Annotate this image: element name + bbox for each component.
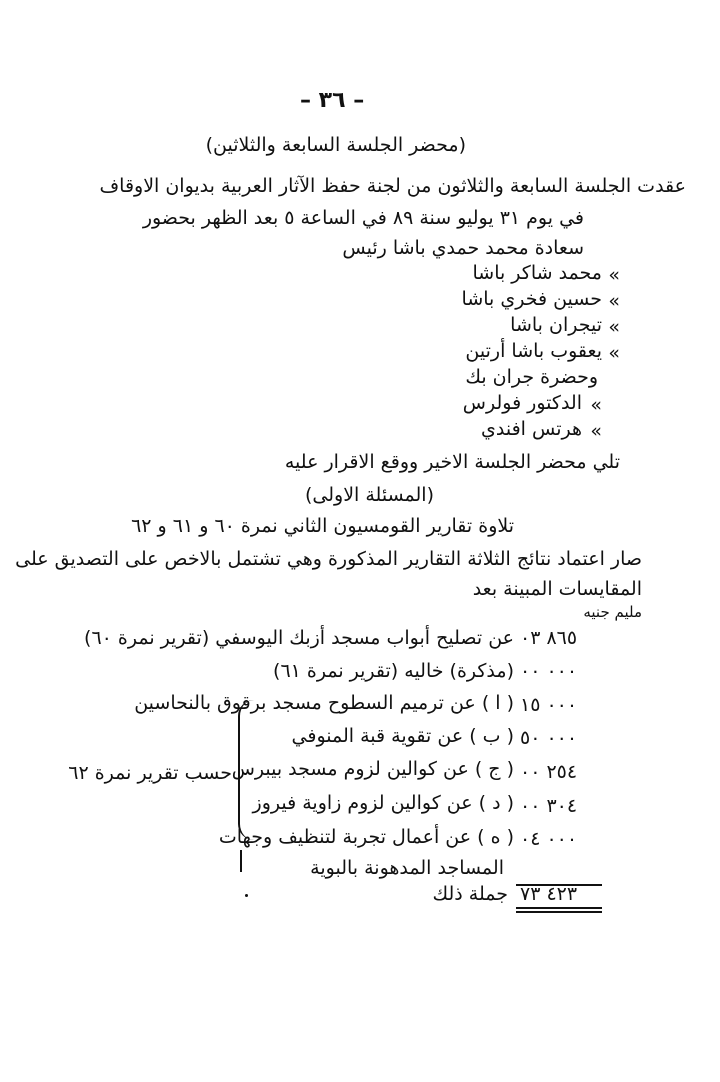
item-amount: ٠٠٠ ٠٤ (520, 828, 578, 850)
ditto-mark: « (608, 290, 620, 312)
attendee-line: يعقوب باشا أرتين (465, 340, 602, 362)
ditto-mark: « (608, 342, 620, 364)
attendee-line: وحضرة جران بك (465, 366, 598, 388)
grouping-bracket (238, 700, 254, 840)
question-description: تلاوة تقارير القومسيون الثاني نمرة ٦٠ و ٦١ و ٦٢ (131, 515, 514, 537)
item-description: عن تصليح أبواب مسجد أزبك اليوسفي (تقرير نمرة ٦٠) (84, 627, 514, 649)
item-amount: ٨٦٥ ٠٣ (520, 627, 578, 649)
attendee-line: تيجران باشا (510, 314, 602, 336)
ditto-mark: « (608, 316, 620, 338)
total-amount: ٤٢٣ ٧٣ (520, 883, 578, 905)
attendee-line: هرتس افندي (481, 418, 582, 440)
item-description: ( ب ) عن تقوية قبة المنوفي (291, 725, 514, 747)
total-double-rule-bottom (516, 911, 602, 913)
ditto-mark: « (590, 394, 602, 416)
total-double-rule-top (516, 907, 602, 909)
item-description: ( ه ) عن أعمال تجربة لتنظيف وجهات (218, 826, 514, 848)
attendee-line: محمد شاكر باشا (472, 262, 602, 284)
item-amount: ٠٠٠ ١٥ (520, 694, 578, 716)
page-number: – ٣٦ – (300, 88, 365, 113)
question-title: (المسئلة الاولى) (305, 484, 434, 506)
attendee-line: حسين فخري باشا (461, 288, 602, 310)
session-title: (محضر الجلسة السابعة والثلاثين) (205, 134, 466, 156)
item-continuation: المساجد المدهونة بالبوية (310, 857, 504, 879)
item-description: (مذكرة) خاليه (تقرير نمرة ٦١) (273, 660, 514, 682)
approval-line-2: المقايسات المبينة بعد (472, 578, 642, 600)
ditto-mark: « (590, 420, 602, 442)
item-description: ( ج ) عن كوالين لزوم مسجد بيبرس (231, 758, 514, 780)
item-description: ( ا ) عن ترميم السطوح مسجد برقوق بالنحاسين (134, 692, 514, 714)
item-description: ( د ) عن كوالين لزوم زاوية فيروز (252, 792, 514, 814)
ditto-mark: « (608, 264, 620, 286)
item-amount: ٠٠٠ ٠٠ (520, 660, 578, 682)
item-amount: ٠٠٠ ٥٠ (520, 727, 578, 749)
total-label: جملة ذلك (432, 883, 508, 905)
item-amount: ٣٠٤ ٠٠ (520, 795, 578, 817)
item-amount: ٢٥٤ ٠٠ (520, 761, 578, 783)
intro-line-1: عقدت الجلسة السابعة والثلاثون من لجنة حفظ الآثار العربية بديوان الاوقاف (99, 175, 686, 197)
approval-line-1: صار اعتماد نتائج الثلاثة التقارير المذكورة وهي تشتمل بالاخص على التصديق على (15, 548, 642, 570)
minutes-read-line: تلي محضر الجلسة الاخير ووقع الاقرار عليه (284, 451, 620, 473)
bracket-note: حسب تقرير نمرة ٦٢ (68, 762, 232, 784)
attendee-line: الدكتور فولرس (462, 392, 582, 414)
bracket-tick (240, 850, 242, 872)
attendee-line: سعادة محمد حمدي باشا رئيس (342, 237, 584, 259)
amount-columns-header: مليم جنيه (583, 603, 642, 621)
stray-dot (245, 894, 248, 897)
intro-line-2: في يوم ٣١ يوليو سنة ٨٩ في الساعة ٥ بعد الظهر بحضور (142, 207, 584, 229)
